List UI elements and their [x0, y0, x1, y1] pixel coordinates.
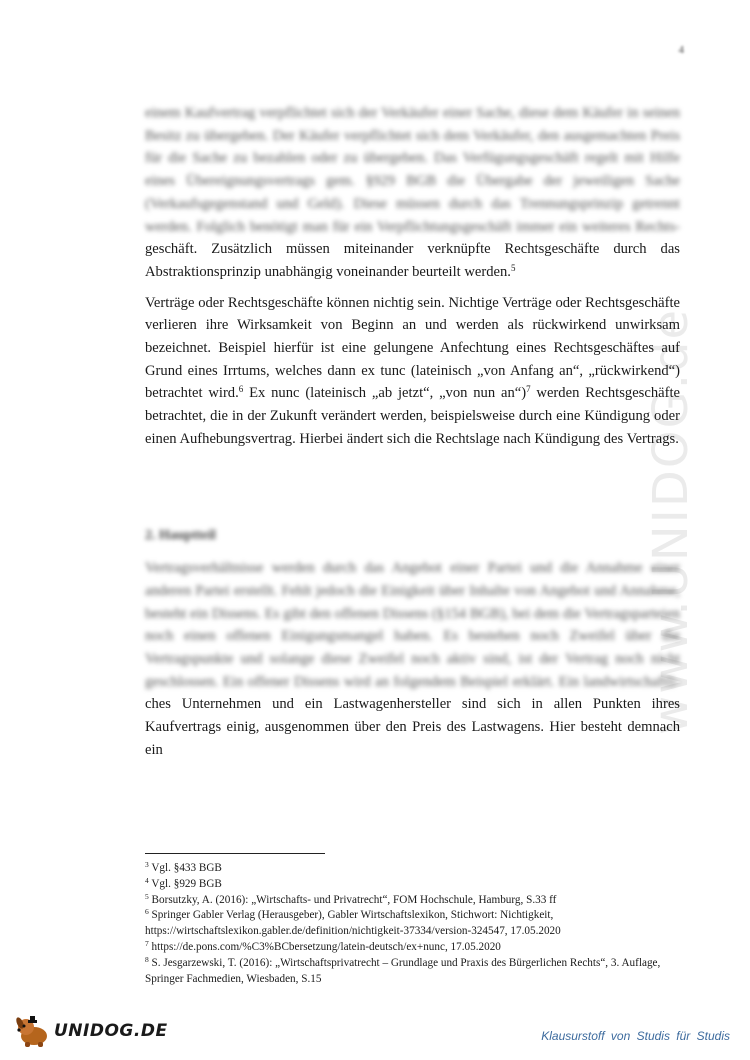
paragraph-text: ches Unternehmen und ein Lastwagenhersteller sind sich in allen Punkten ihres Kaufvertrags einig, ausgenommen über den Preis des Lastwagens. Hier besteht demnach ein	[145, 696, 680, 758]
blurred-text: einem Kaufvertrag verpflichtet sich der Verkäufer einer Sache, diese dem Käufer in seinen Besitz zu übergeben. Der Käufer verpflichtet sich dem Verkäufer, den ausgemachten Preis für die Sache zu bezahlen oder zu übergeben. Das Verfügungsgeschäft regelt mit Hilfe eines Übereignungsvertrags gem. §929 BGB die Übergabe der jeweiligen Sache (Verkaufsgegenstand und Geld). Diese müssen durch das Trennungsprinzip getrennt werden. Folglich benötigt man für ein Verpflichtungsgeschäft immer ein weiteres Rechts-	[145, 105, 680, 235]
footnote-text: Vgl. §929 BGB	[148, 877, 222, 890]
paragraph-text: werden Rechtsgeschäfte betrachtet, die in der Zukunft verändert werden, beispielsweise durch eine Kündigung oder einen Aufhebungsvertrag. Hierbei ändert sich die Rechtslage nach Kündigung des Vertrags.	[145, 385, 681, 447]
dog-icon	[14, 1014, 52, 1048]
footnote-number: 7	[145, 938, 149, 948]
footnote-ref: 6	[238, 384, 244, 395]
paragraph-1	[145, 102, 680, 284]
footnote	[145, 893, 680, 909]
paragraph-text: Ex nunc (lateinisch „ab jetzt“, „von nun an“)	[243, 385, 527, 402]
footnote-text: Borsutzky, A. (2016): „Wirtschafts- und Privatrecht“, FOM Hochschule, Hamburg, S.33 ff	[148, 893, 557, 906]
footnote-ref: 7	[526, 384, 531, 395]
footnote	[145, 908, 680, 940]
paragraph-text: Verträge oder Rechtsgeschäfte können nichtig sein. Nichtige Verträge oder Rechtsgeschäfte verlieren ihre Wirksamkeit von Beginn an und werden als rückwirkend unwirksam bezeichnet. Beispiel hierfür ist eine gelungene Anfechtung eines Rechtsgeschäftes auf Grund eines Irrtums, welches dann ex tunc (lateinisch „von Anfang an“, „rückwirkend“) betrachtet wird.	[145, 294, 680, 402]
footnote	[145, 877, 680, 893]
footnotes	[145, 861, 680, 987]
heading-text: 2. Hauptteil	[145, 527, 216, 543]
paragraph-2	[145, 292, 680, 451]
footnote-number: 8	[145, 954, 149, 964]
blurred-text: Vertragsverhältnisse werden durch das Angebot einer Partei und die Annahme einer anderen Partei erstellt. Fehlt jedoch die Einigkeit über Inhalte von Angebot und Annahme, besteht ein Dissens. Es gibt den offenen Dissens (§154 BGB), bei dem die Vertragsparteien noch einen offenen Einigungsmangel haben. Es bestehen noch Zweifel über die Vertragspunkte und solange diese Zweifel noch aktiv sind, ist der Vertrag noch nicht geschlossen. Ein offener Dissens wird an folgendem Beispiel erklärt. Ein landwirtschaftli-	[145, 560, 680, 690]
footnote-number: 4	[145, 875, 149, 885]
footnote-divider	[145, 853, 325, 854]
footnote-number: 6	[145, 907, 149, 917]
footnote-ref: 5	[510, 262, 516, 273]
footnote	[145, 861, 680, 877]
footnote-text: Vgl. §433 BGB	[148, 862, 222, 874]
footnote	[145, 940, 680, 956]
footnote-number: 5	[145, 891, 149, 901]
unidog-logo	[14, 1016, 168, 1046]
footnote-text: Springer Gabler Verlag (Herausgeber), Gabler Wirtschaftslexikon, Stichwort: Nichtigkeit, https://wirtschaftslexikon.gabler.de/definition/nichtigkeit-37334/version-324547, 17.05.2020	[145, 909, 561, 938]
footnote-text: https://de.pons.com/%C3%BCbersetzung/latein-deutsch/ex+nunc, 17.05.2020	[148, 940, 501, 953]
logo-text: UNIDOG.DE	[54, 1021, 168, 1041]
footnote-text: S. Jesgarzewski, T. (2016): „Wirtschaftsprivatrecht – Grundlage und Praxis des Bürgerlichen Rechts“, 3. Auflage, Springer Fachmedien, Wiesbaden, S.15	[145, 956, 661, 985]
paragraph-3	[145, 557, 680, 761]
tagline: Klausurstoff von Studis für Studis	[541, 1029, 730, 1043]
main-content	[145, 102, 680, 762]
watermark: www.UNIDOG.de	[643, 307, 699, 735]
paragraph-text: geschäft. Zusätzlich müssen miteinander verknüpfte Rechtsgeschäfte durch das Abstraktionsprinzip unabhängig voneinander beurteilt werden.	[145, 241, 680, 280]
section-heading	[145, 525, 680, 548]
footnote-number: 3	[145, 860, 149, 869]
footnote	[145, 956, 680, 988]
page-number: 4	[678, 44, 684, 56]
